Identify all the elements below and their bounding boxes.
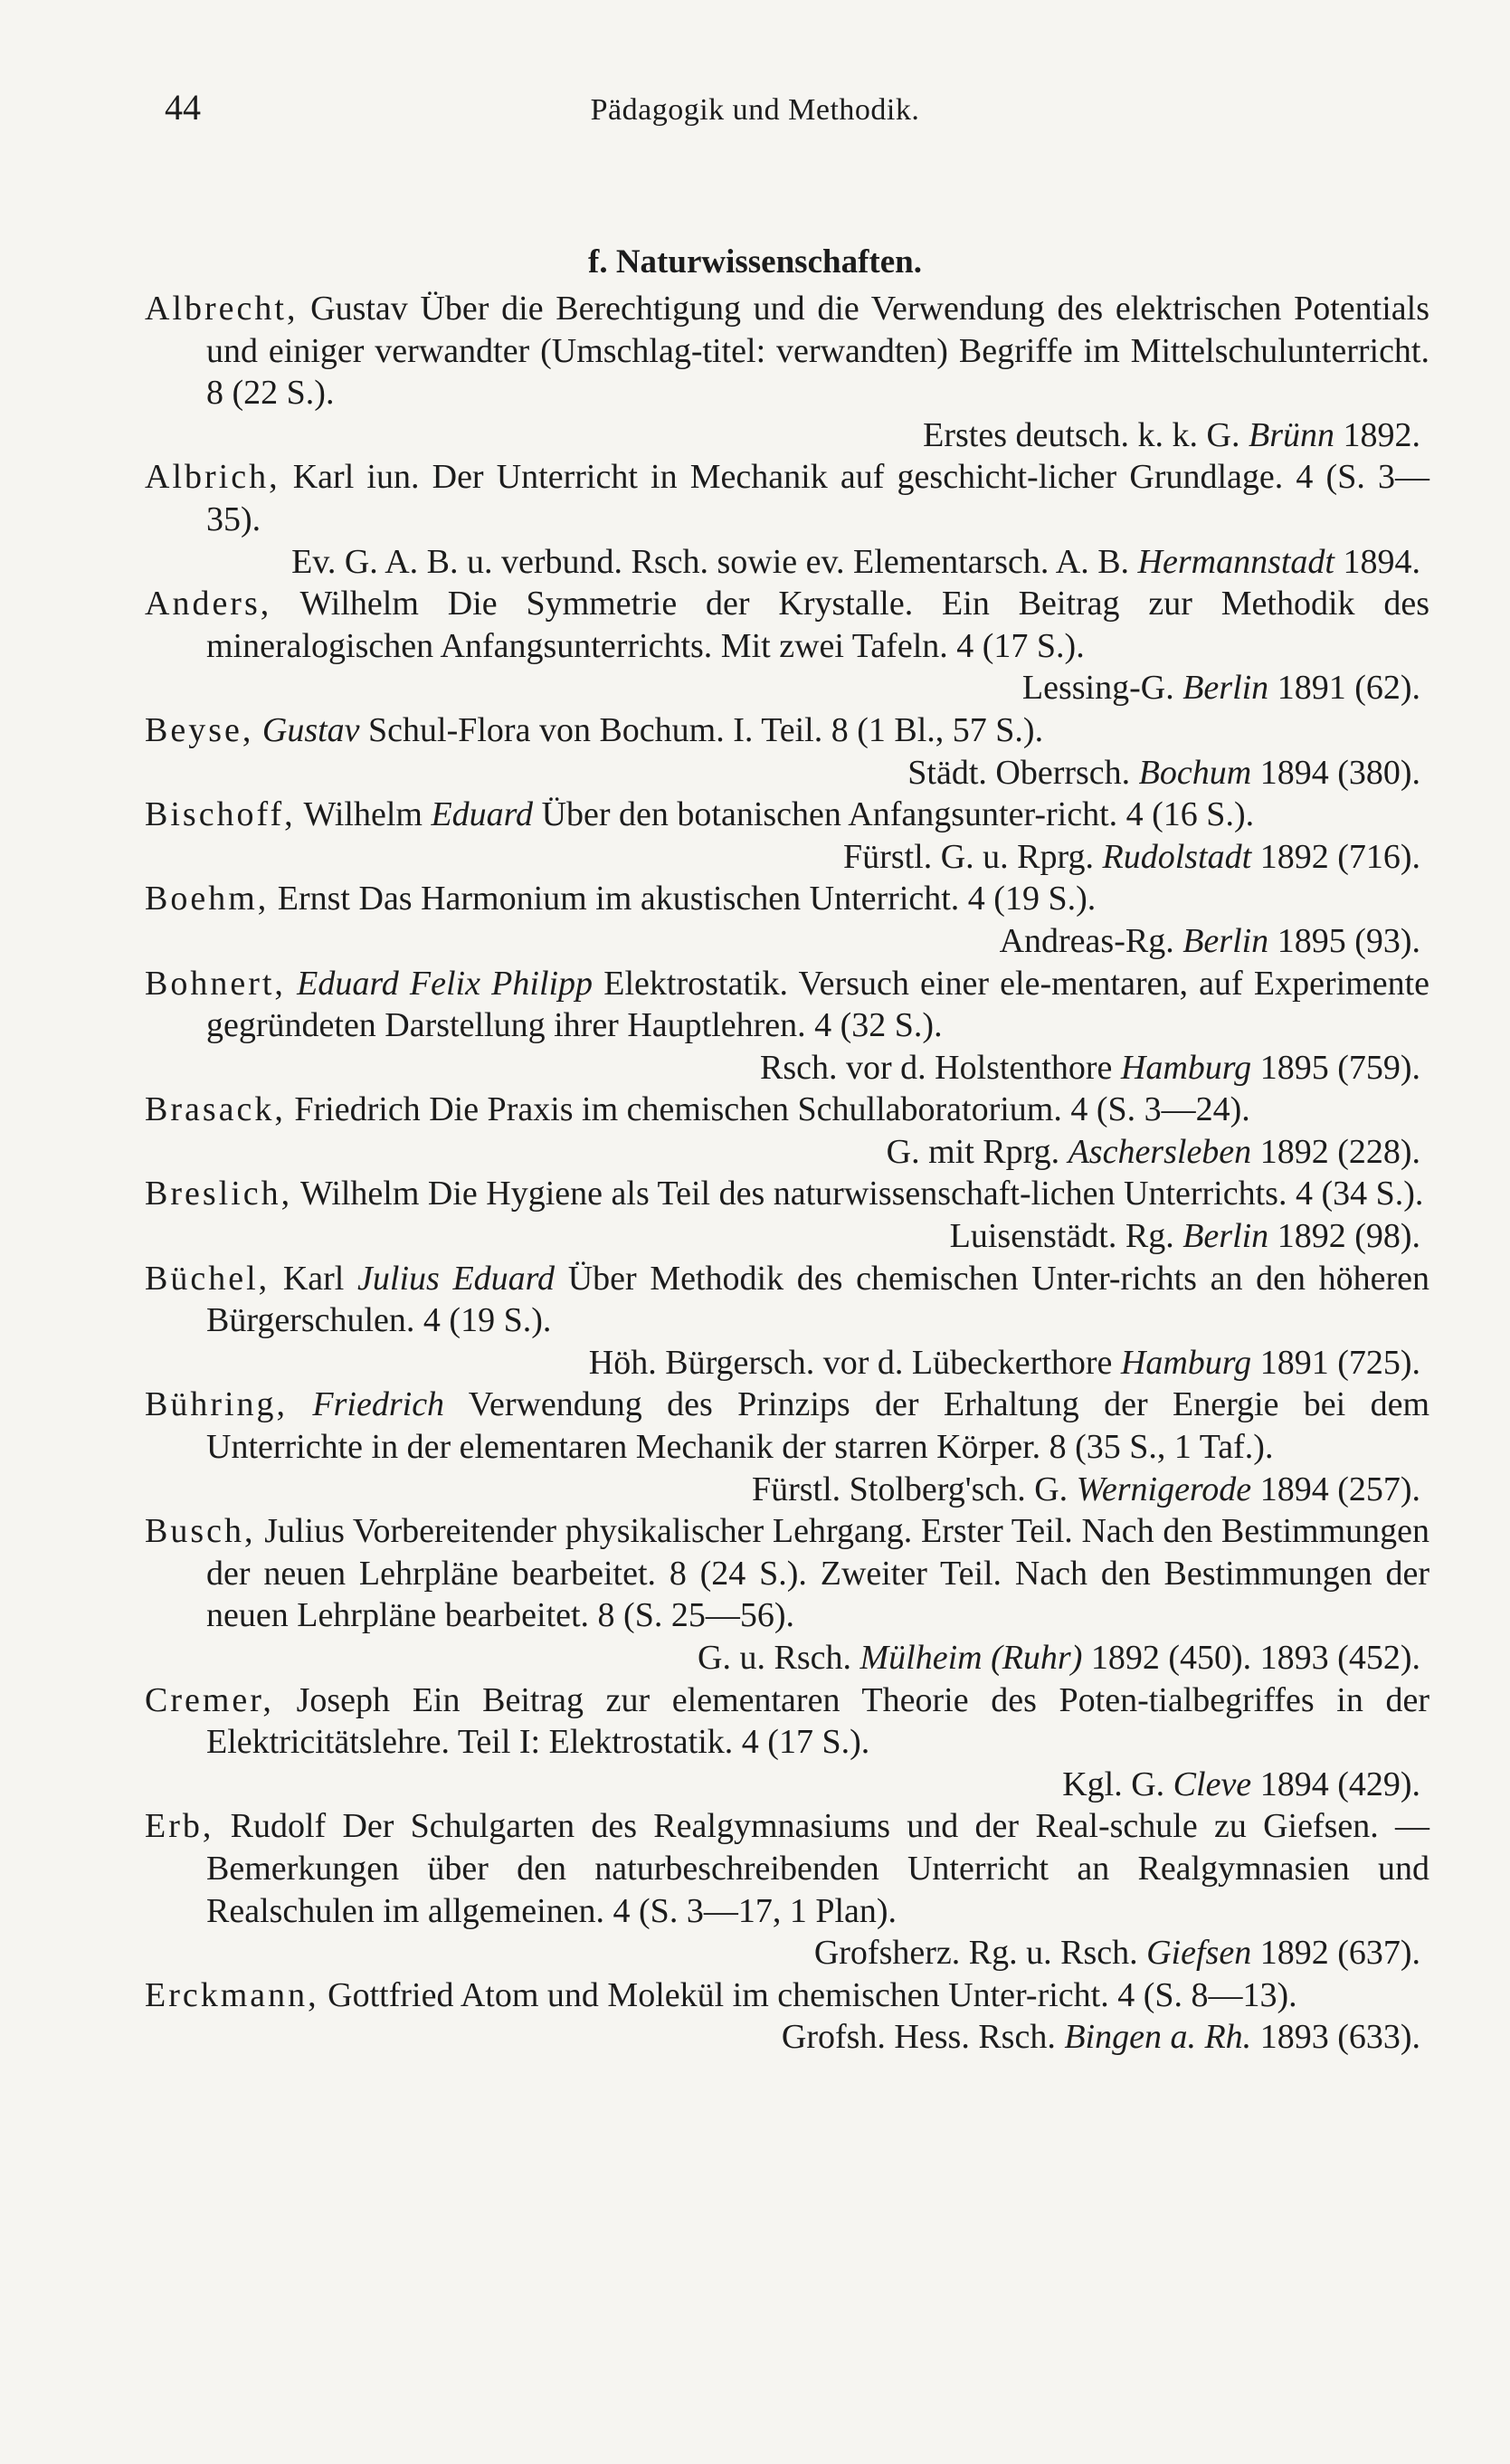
entry-title: Der Unterricht in Mechanik auf geschicht-licher Grundlage. 4 (S. 3—35). <box>206 458 1429 538</box>
entry-title: Über den botanischen Anfangsunter-richt. 4 (16 S.). <box>541 795 1255 834</box>
bibliography-entry <box>145 963 1429 1089</box>
entry-year: 1894 (429). <box>1259 1765 1420 1803</box>
author-surname: Breslich, <box>145 1175 293 1213</box>
entry-city: Bochum <box>1138 753 1252 792</box>
entry-year: 1892 (450). 1893 (452). <box>1090 1639 1420 1677</box>
bibliography-entry <box>145 709 1429 794</box>
entry-school: Rsch. vor d. Holstenthore <box>759 1048 1113 1087</box>
entry-year: 1891 (725). <box>1259 1343 1420 1382</box>
entry-body <box>145 1089 1429 1131</box>
entry-year: 1895 (759). <box>1259 1048 1420 1087</box>
author-surname: Anders, <box>145 585 272 623</box>
entry-publication <box>145 1047 1429 1089</box>
entry-body <box>145 456 1429 540</box>
entry-year: 1893 (633). <box>1259 2018 1420 2057</box>
entry-city: Brünn <box>1249 415 1334 454</box>
entry-body <box>145 1384 1429 1468</box>
entry-title: Ein Beitrag zur elementaren Theorie des Poten-tialbegriffes in der Elektricitätslehre. Teil I: Elektrostatik. 4 (17 S.). <box>206 1680 1430 1762</box>
author-given-name-emphasis: Friedrich <box>312 1385 445 1424</box>
entry-city: Hamburg <box>1120 1048 1252 1087</box>
entry-school: Lessing-G. <box>1021 669 1174 708</box>
entry-year: 1892. <box>1343 415 1420 454</box>
entry-city: Berlin <box>1182 669 1269 708</box>
entry-city: Berlin <box>1182 1217 1269 1256</box>
bibliography-entry <box>145 1679 1429 1806</box>
entry-year: 1892 (637). <box>1259 1934 1420 1973</box>
entry-publication <box>145 541 1429 584</box>
entry-body <box>145 1173 1429 1215</box>
author-given-name: Wilhelm <box>299 1175 420 1213</box>
author-given-name-emphasis: Gustav <box>261 710 360 749</box>
entry-body <box>145 288 1429 414</box>
author-given-name: Julius <box>264 1512 345 1551</box>
entry-city: Bingen a. Rh. <box>1064 2018 1252 2057</box>
entry-body <box>145 794 1429 836</box>
entry-city: Rudolstadt <box>1102 837 1252 876</box>
entry-title: Atom und Molekül im chemischen Unter-richt. 4 (S. 8—13). <box>460 1975 1297 2014</box>
entry-body <box>145 583 1429 667</box>
author-surname: Bischoff, <box>145 795 296 834</box>
entry-school: G. u. Rsch. <box>698 1639 851 1677</box>
author-surname: Busch, <box>145 1512 256 1551</box>
entry-school: Ev. G. A. B. u. verbund. Rsch. sowie ev. Elementarsch. A. B. <box>291 542 1130 581</box>
author-given-name: Gottfried <box>328 1975 454 2014</box>
author-given-name: Karl <box>282 1259 345 1298</box>
entry-title: Die Symmetrie der Krystalle. Ein Beitrag zur Methodik des mineralogischen Anfangsunterrichts. Mit zwei Tafeln. 4 (17 S.). <box>206 585 1430 665</box>
entry-title: Schul-Flora von Bochum. I. Teil. 8 (1 Bl., 57 S.). <box>368 710 1044 749</box>
entry-city: Aschersleben <box>1068 1132 1252 1171</box>
bibliography-entry <box>145 1089 1429 1173</box>
author-surname: Büchel, <box>145 1259 271 1298</box>
entry-title: Elektrostatik. Versuch einer ele-mentaren, auf Experimente gegründeten Darstellung ihrer Hauptlehren. 4 (32 S.). <box>206 964 1430 1045</box>
author-surname: Bohnert, <box>145 964 286 1003</box>
author-given-name: Ernst <box>277 880 350 918</box>
entry-publication <box>145 1637 1429 1679</box>
author-given-name: Rudolf <box>230 1807 327 1846</box>
author-given-name-emphasis: Julius Eduard <box>357 1259 556 1298</box>
bibliography-entry <box>145 794 1429 878</box>
entry-publication <box>145 836 1429 879</box>
author-surname: Erckmann, <box>145 1975 319 2014</box>
bibliography-entry <box>145 1173 1429 1257</box>
author-given-name: Karl iun. <box>292 458 420 497</box>
entry-school: Grofsh. Hess. Rsch. <box>781 2018 1056 2057</box>
entry-year: 1894 (257). <box>1259 1470 1420 1508</box>
entry-publication <box>145 1342 1429 1384</box>
entry-body <box>145 1974 1429 2017</box>
page-number: 44 <box>165 87 201 128</box>
author-given-name-emphasis: Eduard Felix Philipp <box>297 964 594 1003</box>
bibliography-entry <box>145 1805 1429 1974</box>
entry-title: Das Harmonium im akustischen Unterricht. 4 (19 S.). <box>358 880 1097 918</box>
author-surname: Boehm, <box>145 880 270 918</box>
running-head: Pädagogik und Methodik. <box>590 93 920 127</box>
bibliography-entry <box>145 1258 1429 1384</box>
bibliography-entry <box>145 1510 1429 1679</box>
entry-publication <box>145 667 1429 709</box>
author-surname: Bühring, <box>145 1385 289 1424</box>
entry-school: Städt. Oberrsch. <box>907 753 1131 792</box>
entry-school: Erstes deutsch. k. k. G. <box>923 415 1240 454</box>
author-surname: Albrecht, <box>145 290 299 328</box>
entry-publication <box>145 1764 1429 1806</box>
page-header <box>0 86 1510 140</box>
entry-publication <box>145 1932 1429 1974</box>
entry-school: G. mit Rprg. <box>886 1132 1060 1171</box>
bibliography-entry <box>145 288 1429 456</box>
entry-publication <box>145 752 1429 794</box>
entry-publication <box>145 920 1429 963</box>
entry-year: 1894 (380). <box>1259 753 1420 792</box>
entry-title: Der Schulgarten des Realgymnasiums und der Real-schule zu Giefsen. — Bemerkungen über den naturbeschreibenden Unterricht an Realgymnasien und Realschulen im allgemeinen. 4 (S. 3—17, 1 Plan). <box>206 1807 1429 1930</box>
author-given-name: Wilhelm <box>299 585 419 623</box>
entry-school: Fürstl. Stolberg'sch. G. <box>751 1470 1068 1508</box>
entry-title: Die Praxis im chemischen Schullaboratorium. 4 (S. 3—24). <box>429 1090 1250 1129</box>
author-given-name-emphasis: Eduard <box>431 795 534 834</box>
author-given-name: Gustav <box>310 290 408 328</box>
entry-school: Fürstl. G. u. Rprg. <box>843 837 1094 876</box>
entry-body <box>145 1679 1429 1764</box>
author-surname: Cremer, <box>145 1680 274 1719</box>
entry-city: Wernigerode <box>1076 1470 1252 1508</box>
entry-body <box>145 878 1429 920</box>
entry-body <box>145 709 1429 752</box>
entry-city: Giefsen <box>1146 1934 1252 1973</box>
author-surname: Brasack, <box>145 1090 286 1129</box>
bibliography-entry <box>145 1974 1429 2059</box>
entry-city: Mülheim (Ruhr) <box>859 1639 1083 1677</box>
entry-school: Andreas-Rg. <box>999 921 1174 960</box>
entry-year: 1894. <box>1343 542 1420 581</box>
entry-publication <box>145 2016 1429 2059</box>
author-given-name: Friedrich <box>294 1090 421 1129</box>
entry-city: Berlin <box>1182 921 1269 960</box>
entry-city: Cleve <box>1173 1765 1252 1803</box>
entry-title: Über Methodik des chemischen Unter-richts an den höheren Bürgerschulen. 4 (19 S.). <box>206 1259 1430 1340</box>
section-heading: f. Naturwissenschaften. <box>588 243 922 281</box>
bibliography-entry <box>145 583 1429 709</box>
author-given-name: Joseph <box>296 1680 391 1719</box>
author-given-name: Wilhelm <box>303 795 423 834</box>
entry-title: Verwendung des Prinzips der Erhaltung der Energie bei dem Unterrichte in der elementaren Mechanik der starren Körper. 8 (35 S., 1 Taf.). <box>206 1385 1429 1467</box>
bibliography-entry <box>145 878 1429 962</box>
bibliography-entry <box>145 456 1429 583</box>
author-surname: Erb, <box>145 1807 214 1846</box>
entry-publication <box>145 1215 1429 1258</box>
entry-year: 1892 (98). <box>1277 1217 1420 1256</box>
entry-body <box>145 963 1429 1047</box>
entry-year: 1895 (93). <box>1277 921 1420 960</box>
entry-school: Kgl. G. <box>1062 1765 1165 1803</box>
entry-title: Vorbereitender physikalischer Lehrgang. Erster Teil. Nach den Bestimmungen der neuen Lehrpläne bearbeitet. 8 (24 S.). Zweiter Teil. Nach den Bestimmungen der neuen Lehrpläne bearbeitet. 8 (S. 25—56). <box>206 1512 1429 1635</box>
entry-body <box>145 1258 1429 1342</box>
entry-title: Über die Berechtigung und die Verwendung des elektrischen Potentials und einiger verwandter (Umschlag-titel: verwandten) Begriffe im Mittelschulunterricht. 8 (22 S.). <box>206 290 1429 413</box>
bibliography-entry <box>145 1384 1429 1510</box>
entry-publication <box>145 414 1429 457</box>
entry-body <box>145 1510 1429 1637</box>
author-surname: Beyse, <box>145 710 254 749</box>
entry-city: Hamburg <box>1120 1343 1252 1382</box>
entry-body <box>145 1805 1429 1932</box>
entry-year: 1891 (62). <box>1277 669 1420 708</box>
bibliography-list <box>145 288 1429 2059</box>
entry-school: Luisenstädt. Rg. <box>949 1217 1174 1256</box>
entry-school: Höh. Bürgersch. vor d. Lübeckerthore <box>588 1343 1113 1382</box>
entry-title: Die Hygiene als Teil des naturwissenschaft-lichen Unterrichts. 4 (34 S.). <box>427 1175 1424 1213</box>
entry-city: Hermannstadt <box>1137 542 1334 581</box>
entry-year: 1892 (716). <box>1259 837 1420 876</box>
entry-school: Grofsherz. Rg. u. Rsch. <box>813 1934 1138 1973</box>
author-surname: Albrich, <box>145 458 280 497</box>
entry-publication <box>145 1131 1429 1174</box>
entry-year: 1892 (228). <box>1259 1132 1420 1171</box>
entry-publication <box>145 1469 1429 1511</box>
